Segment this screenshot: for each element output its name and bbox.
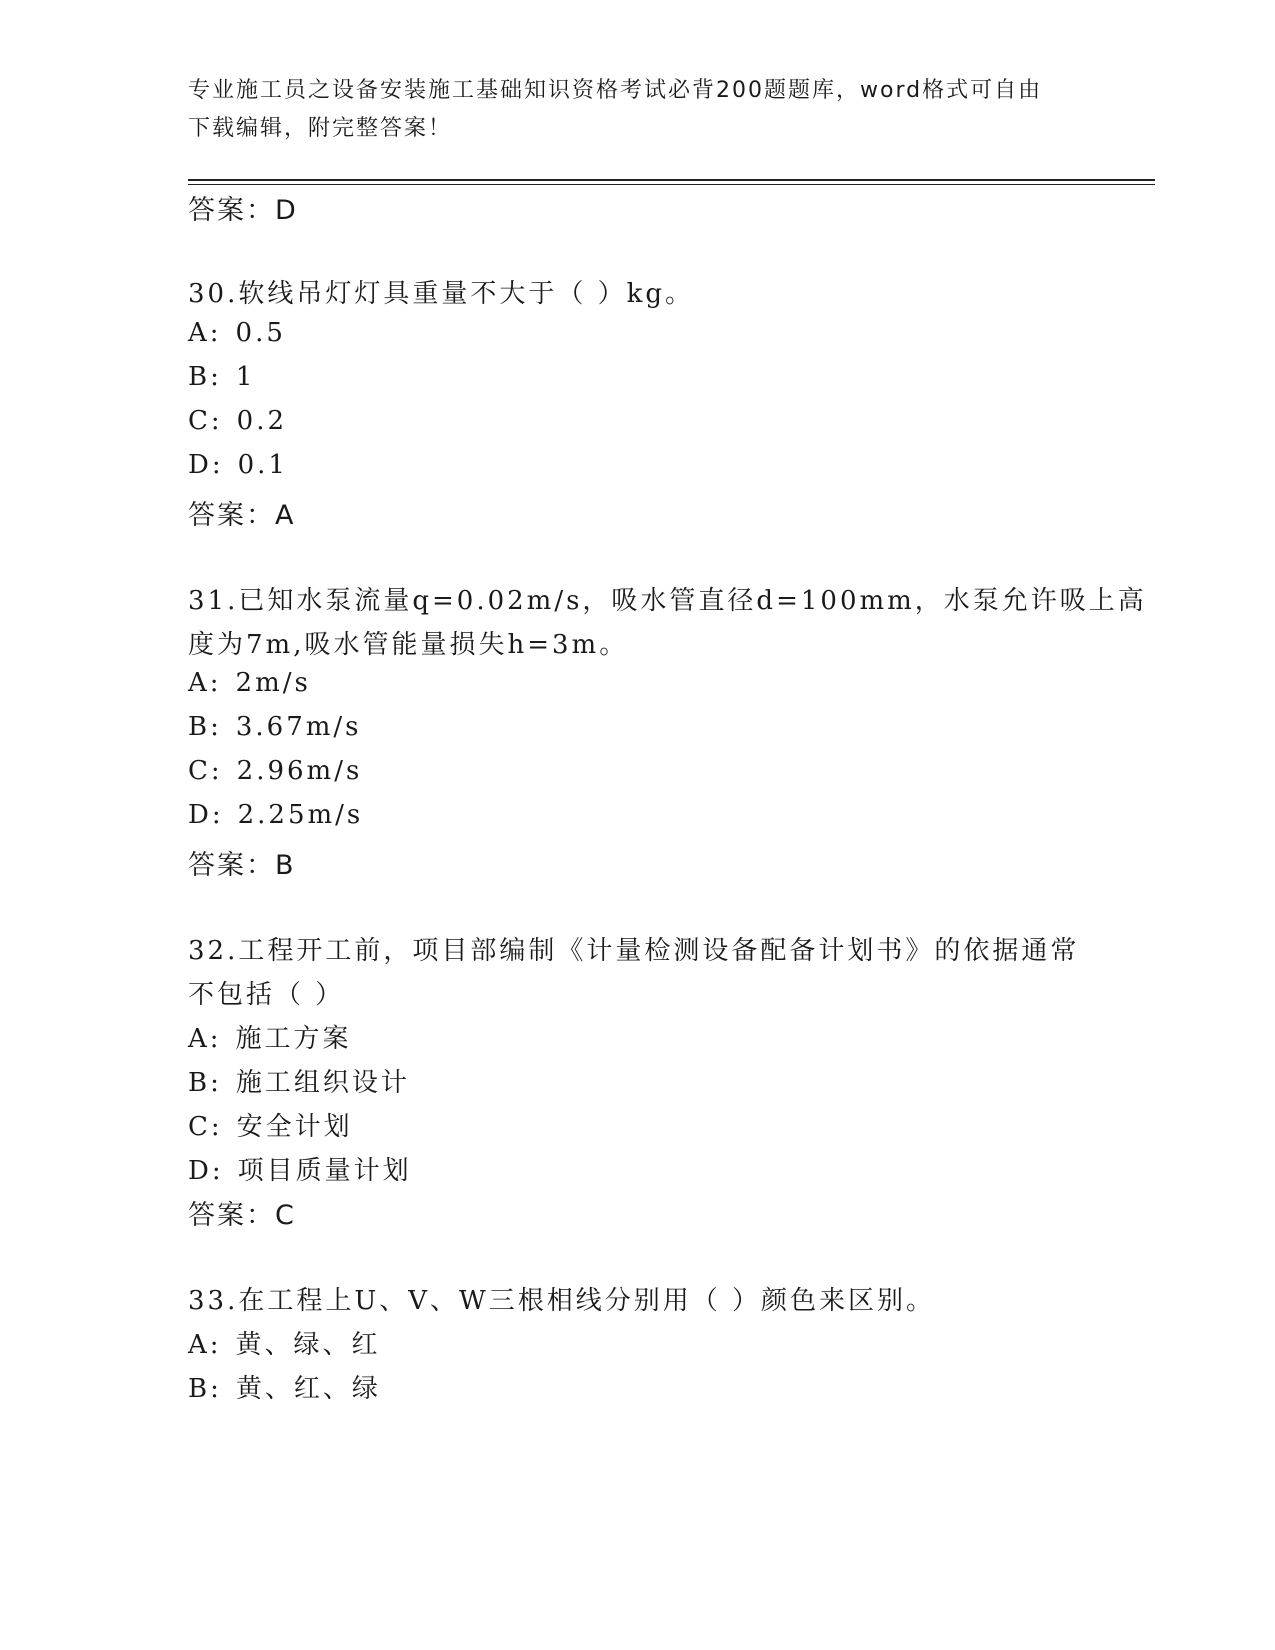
question-30-option-b: [188, 362, 255, 392]
header-line-1: 专业施工员之设备安装施工基础知识资格考试必背200题题库，word格式可自由: [188, 78, 1043, 103]
question-31-option-d: [188, 800, 363, 830]
question-32-option-c: [188, 1106, 353, 1143]
option-text: 3.67m/s: [235, 712, 362, 742]
option-text: 施工组织设计: [235, 1068, 410, 1098]
option-key: D:: [188, 800, 224, 830]
question-32-option-a: [188, 1018, 352, 1055]
option-text: 施工方案: [235, 1024, 352, 1054]
question-31-answer: 答案：B: [188, 850, 296, 881]
option-text: 2.96m/s: [236, 756, 363, 786]
option-key: C:: [188, 1112, 223, 1142]
previous-answer: 答案：D: [188, 195, 298, 226]
option-text: 黄、绿、红: [235, 1330, 381, 1360]
question-30-option-c: [188, 406, 287, 436]
option-key: A:: [188, 668, 222, 698]
question-31-option-b: [188, 712, 362, 742]
question-32-option-d: [188, 1150, 412, 1187]
header-rule-thick: [188, 179, 1155, 181]
question-30-answer: 答案：A: [188, 500, 296, 531]
question-32-text-line-1: 32.工程开工前，项目部编制《计量检测设备配备计划书》的依据通常: [188, 936, 1080, 966]
option-key: D:: [188, 450, 224, 480]
option-text: 安全计划: [236, 1112, 353, 1142]
question-32-text-line-2: 不包括（ ）: [188, 980, 345, 1010]
question-33-option-a: [188, 1324, 381, 1361]
question-32-answer: 答案：C: [188, 1200, 296, 1231]
question-30-option-d: [188, 450, 288, 480]
question-31-text-line-1: 31.已知水泵流量q=0.02m/s，吸水管直径d=100mm，水泵允许吸上高: [188, 586, 1147, 616]
option-key: C:: [188, 406, 223, 436]
option-key: A:: [188, 318, 222, 348]
option-key: B:: [188, 1374, 222, 1404]
question-33-text: 33.在工程上U、V、W三根相线分别用（ ）颜色来区别。: [188, 1286, 936, 1316]
option-key: C:: [188, 756, 223, 786]
header-rule-thin: [188, 184, 1155, 185]
option-text: 1: [235, 362, 256, 392]
question-30-option-a: [188, 318, 286, 348]
question-30-text: 30.软线吊灯灯具重量不大于（ ）kg。: [188, 279, 695, 309]
option-key: B:: [188, 362, 222, 392]
option-key: D:: [188, 1156, 224, 1186]
option-key: A:: [188, 1024, 222, 1054]
header-line-2: 下载编辑，附完整答案！: [188, 116, 453, 141]
option-text: 0.2: [236, 406, 288, 436]
question-31-text-line-2: 度为7m,吸水管能量损失h=3m。: [188, 630, 629, 660]
option-text: 2m/s: [235, 668, 311, 698]
option-text: 项目质量计划: [237, 1156, 412, 1186]
document-header: [188, 72, 1068, 148]
option-key: B:: [188, 712, 222, 742]
option-key: B:: [188, 1068, 222, 1098]
option-text: 0.5: [235, 318, 286, 348]
question-31-option-a: [188, 668, 311, 698]
question-33-option-b: [188, 1368, 381, 1405]
question-32-option-b: [188, 1062, 410, 1099]
option-text: 2.25m/s: [237, 800, 364, 830]
option-text: 黄、红、绿: [235, 1374, 381, 1404]
option-text: 0.1: [237, 450, 288, 480]
option-key: A:: [188, 1330, 222, 1360]
question-31-option-c: [188, 756, 362, 786]
